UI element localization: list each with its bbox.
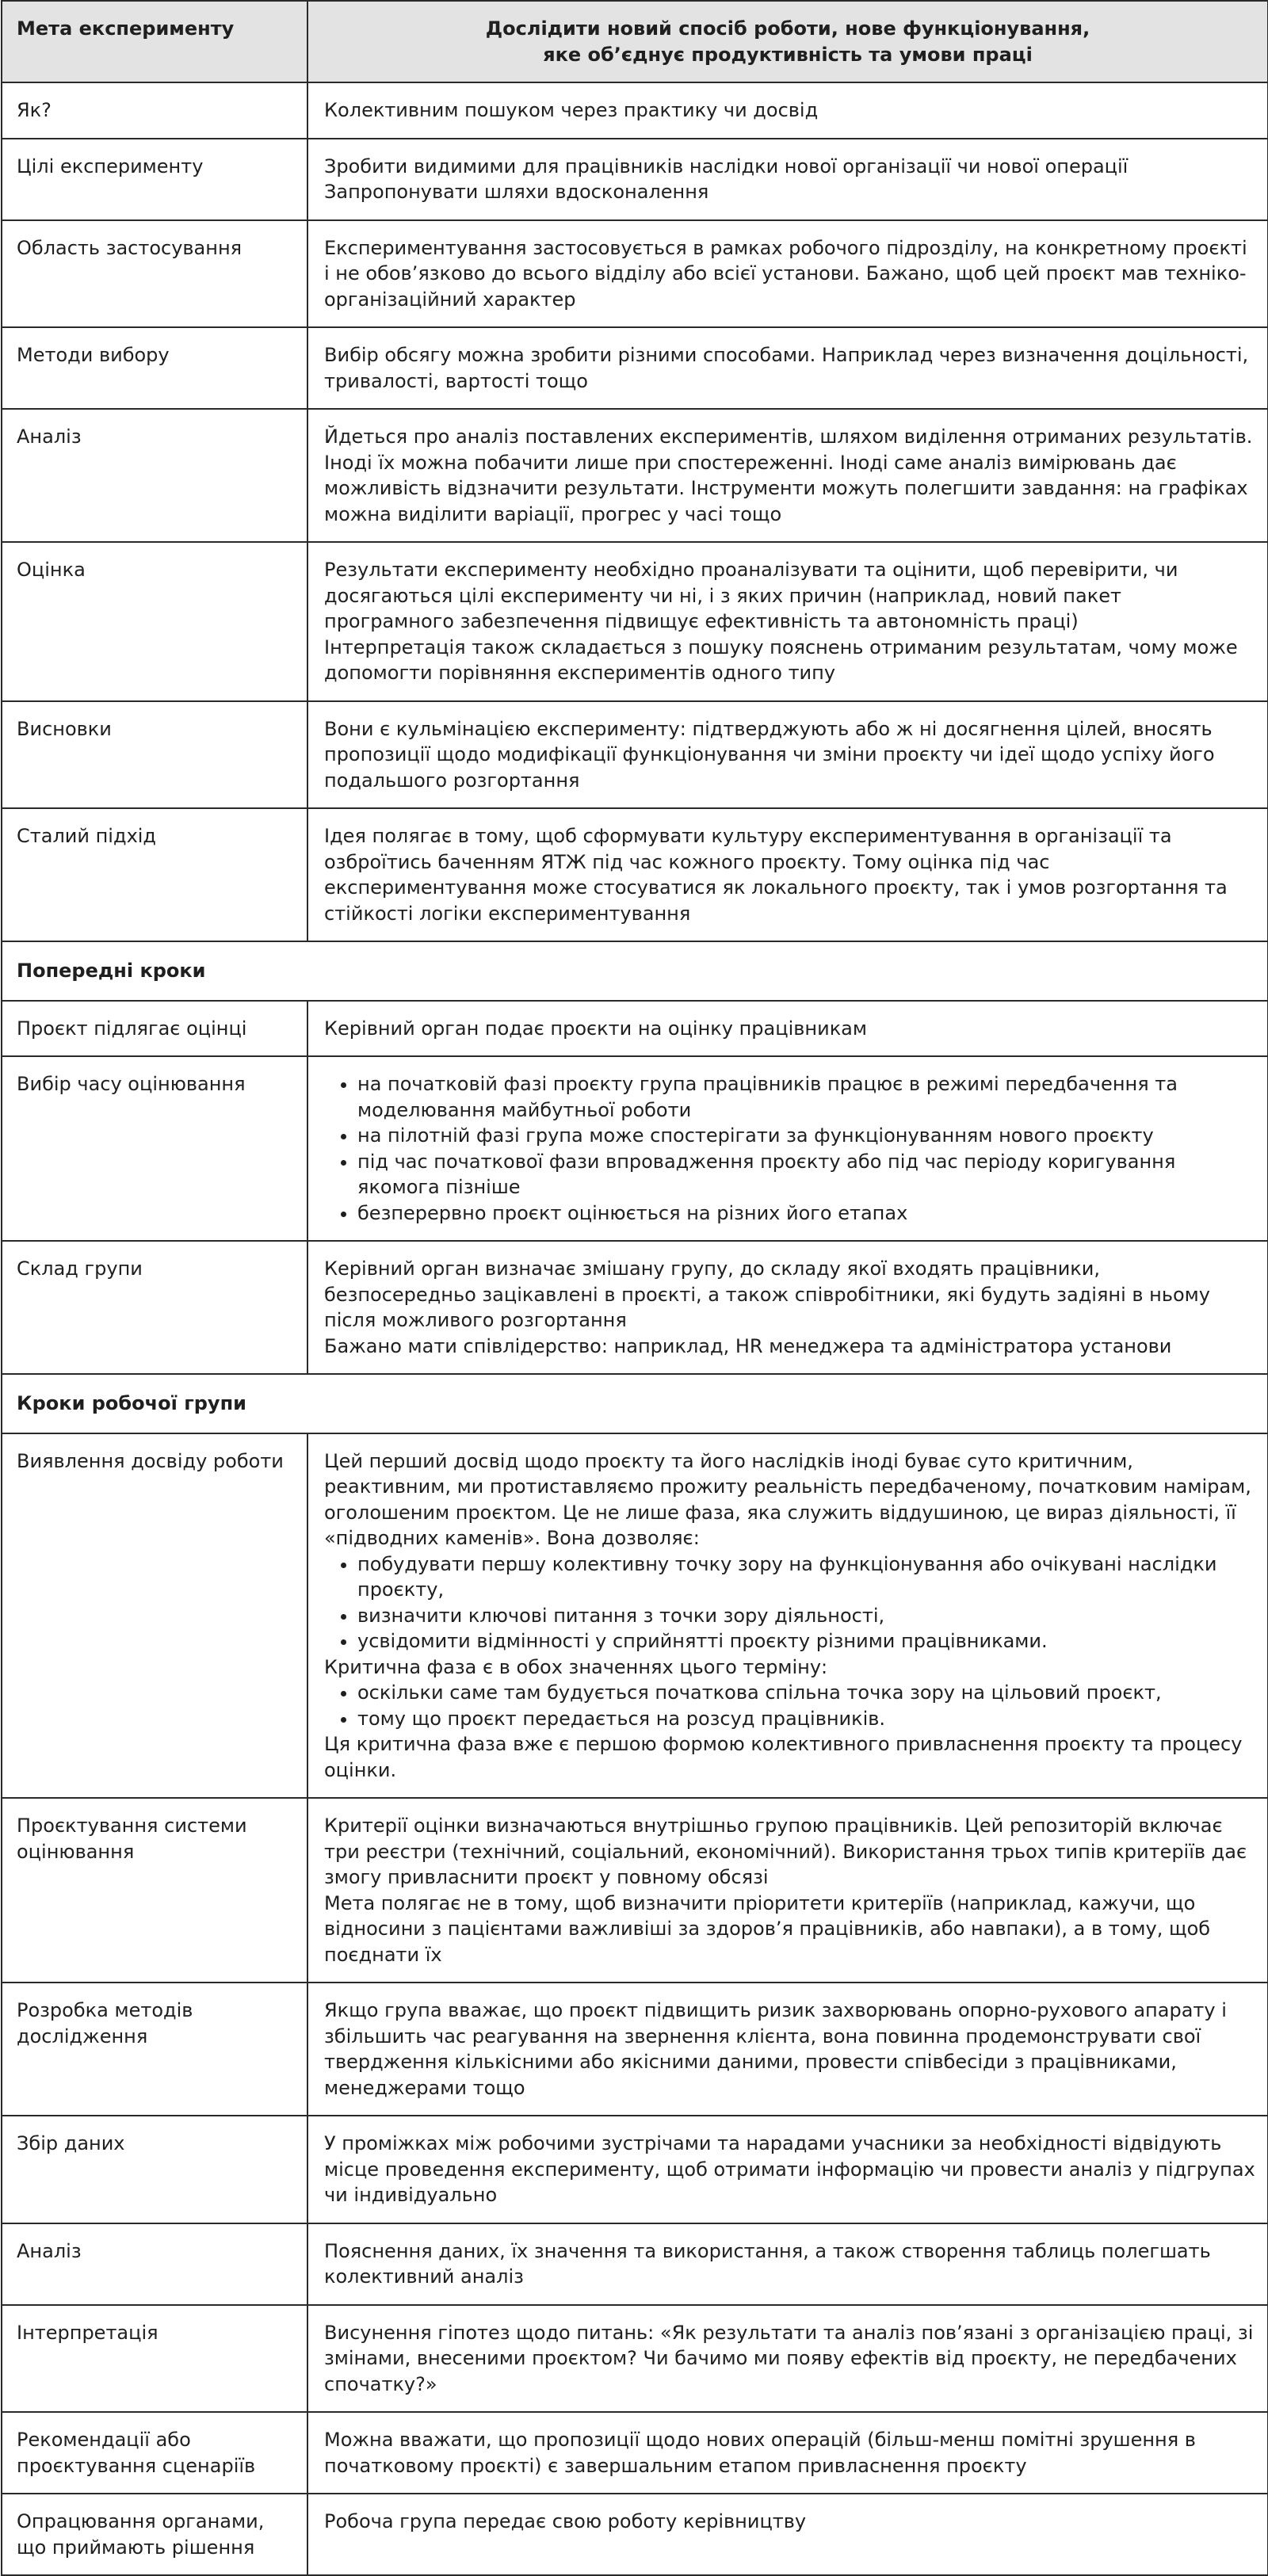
row-text: Ідея полягає в тому, щоб сформувати культуру експериментування в організації та озброїтись баченням ЯТЖ під час кожного проєкту. Тому оцінка під час експериментування може стосуватися як локального проєкту, так і умов розгортання та стійкості логіки експериментування	[307, 808, 1268, 941]
section-title-work: Кроки робочої групи	[2, 1374, 1268, 1433]
table-row	[2, 139, 1268, 220]
row-text: Вони є кульмінацією експерименту: підтверджують або ж ні досягнення цілей, вносять пропозиції щодо модифікації функціонування чи зміни проєкту чи ідеї щодо успіху його подальшого розгортання	[307, 701, 1268, 809]
row-label: Інтерпретація	[2, 2305, 307, 2413]
row-label: Як?	[2, 82, 307, 139]
row-text: Пояснення даних, їх значення та використання, а також створення таблиць полегшать колективний аналіз	[307, 2223, 1268, 2305]
table-row	[2, 1241, 1268, 1374]
row-label: Цілі експерименту	[2, 139, 307, 220]
table-row	[2, 2494, 1268, 2575]
row-label: Розробка методів дослідження	[2, 1983, 307, 2116]
row-text-line: Результати експерименту необхідно проаналізувати та оцінити, щоб перевірити, чи досягаються цілі експерименту чи ні, і з яких причин (наприклад, новий пакет програмного забезпечення підвищує ефективність та автономність праці)	[324, 559, 1178, 632]
row-label: Вибір часу оцінювання	[2, 1056, 307, 1241]
row-text: Якщо група вважає, що проєкт підвищить ризик захворювань опорно-рухового апарату і збільшить час реагування на звернення клієнта, вона повинна продемонструвати свої твердження кількісними або якісними даними, провести співбесіди з працівниками, менеджерами тощо	[307, 1983, 1268, 2116]
row-text	[307, 542, 1268, 701]
row-label: Опрацювання органами, що приймають рішення	[2, 2494, 307, 2575]
list-item: • безперервно проєкт оцінюється на різних його етапах	[357, 1200, 1256, 1227]
table-row	[2, 701, 1268, 809]
row-label: Аналіз	[2, 2223, 307, 2305]
table-row	[2, 2116, 1268, 2223]
table-row	[2, 2305, 1268, 2413]
experience-outro: Ця критична фаза вже є першою формою колективного привласнення проєкту та процесу оцінки.	[324, 1733, 1243, 1781]
row-label: Методи вибору	[2, 327, 307, 409]
list-item: • тому що проєкт передається на розсуд працівників.	[357, 1706, 1256, 1732]
experience-intro: Цей перший досвід щодо проєкту та його наслідків іноді буває суто критичним, реактивним, ми протиставляємо прожиту реальність передбаченому, початковим намірам, оголошеним проєктом. Це не лише фаза, яка служить віддушиною, це вираз діяльності, її «підводних каменів». Вона дозволяє:	[324, 1449, 1251, 1549]
section-row-work	[2, 1374, 1268, 1433]
timing-list	[324, 1071, 1256, 1226]
row-label: Оцінка	[2, 542, 307, 701]
row-label: Проєкт підлягає оцінці	[2, 1001, 307, 1057]
row-text	[307, 139, 1268, 220]
list-item: • на пілотній фазі група може спостерігати за функціонуванням нового проєкту	[357, 1123, 1256, 1149]
list-item: • побудувати першу колективну точку зору на функціонування або очікувані наслідки проєкту,	[357, 1551, 1256, 1603]
list-item: • усвідомити відмінності у сприйнятті проєкту різними працівниками.	[357, 1628, 1256, 1654]
row-label: Висновки	[2, 701, 307, 809]
table-header-row	[2, 1, 1268, 82]
row-text	[307, 1798, 1268, 1983]
row-label: Сталий підхід	[2, 808, 307, 941]
list-item: • під час початкової фази впровадження проєкту або під час періоду коригування якомога пізніше	[357, 1149, 1256, 1200]
row-text-line: Мета полягає не в тому, щоб визначити пріоритети критеріїв (наприклад, кажучи, що відносини з пацієнтами важливіші за здоров’я працівників, або навпаки), а в тому, щоб поєднати їх	[324, 1891, 1211, 1966]
row-text: Йдеться про аналіз поставлених експериментів, шляхом виділення отриманих результатів. Іноді їх можна побачити лише при спостереженні. Іноді саме аналіз вимірювань дає можливість відзначити результати. Інструменти можуть полегшити завдання: на графіках можна виділити варіації, прогрес у часі тощо	[307, 409, 1268, 542]
list-item: • на початковій фазі проєкту група працівників працює в режимі передбачення та моделювання майбутньої роботи	[357, 1071, 1256, 1123]
table-row	[2, 1001, 1268, 1057]
table-row	[2, 220, 1268, 328]
row-text: Робоча група передає свою роботу керівництву	[307, 2494, 1268, 2575]
row-text-line: Запропонувати шляхи вдосконалення	[324, 181, 709, 203]
row-label: Проєктування системи оцінювання	[2, 1798, 307, 1983]
table-row	[2, 542, 1268, 701]
row-text: Експериментування застосовується в рамках робочого підрозділу, на конкретному проєкті і не обов’язково до всього відділу або всієї установи. Бажано, щоб цей проєкт мав техніко-організаційний характер	[307, 220, 1268, 328]
row-text: Колективним пошуком через практику чи досвід	[307, 82, 1268, 139]
table-row	[2, 2223, 1268, 2305]
row-label: Область застосування	[2, 220, 307, 328]
table-row	[2, 2412, 1268, 2494]
row-text	[307, 1056, 1268, 1241]
row-text-line: Критерії оцінки визначаються внутрішньо групою працівників. Цей репозиторій включає три реєстри (технічний, соціальний, економічний). Використання трьох типів критеріїв дає змогу привласнити проєкт у повному обсязі	[324, 1815, 1247, 1888]
row-label: Виявлення досвіду роботи	[2, 1433, 307, 1799]
table-row	[2, 327, 1268, 409]
row-text-line: Зробити видимими для працівників наслідки нової організації чи нової операції	[324, 155, 1129, 177]
experience-list-2	[324, 1680, 1256, 1731]
experiment-table	[1, 0, 1268, 2576]
row-label: Рекомендації або проєктування сценаріїв	[2, 2412, 307, 2494]
row-text: У проміжках між робочими зустрічами та нарадами учасники за необхідності відвідують місце проведення експерименту, щоб отримати інформацію чи провести аналіз у підгрупах чи індивідуально	[307, 2116, 1268, 2223]
row-text-line: Бажано мати співлідерство: наприклад, HR менеджера та адміністратора установи	[324, 1334, 1172, 1357]
row-text: Керівний орган подає проєкти на оцінку працівникам	[307, 1001, 1268, 1057]
header-goal-text	[307, 1, 1268, 82]
section-title-prelim: Попередні кроки	[2, 941, 1268, 1001]
header-goal-label: Мета експерименту	[2, 1, 307, 82]
row-label: Аналіз	[2, 409, 307, 542]
section-row-prelim	[2, 941, 1268, 1001]
row-text-line: Інтерпретація також складається з пошуку пояснень отриманим результатам, чому може допомогти порівняння експериментів одного типу	[324, 635, 1238, 684]
list-item: • оскільки саме там будується початкова спільна точка зору на цільовий проєкт,	[357, 1680, 1256, 1706]
table-row	[2, 1056, 1268, 1241]
table-row	[2, 82, 1268, 139]
row-text: Висунення гіпотез щодо питань: «Як результати та аналіз пов’язані з організацією праці, зі змінами, внесеними проєктом? Чи бачимо ми появу ефектів від проєкту, не передбачених спочатку?»	[307, 2305, 1268, 2413]
header-goal-line-2: яке об’єднує продуктивність та умови праці	[543, 43, 1033, 66]
row-label: Збір даних	[2, 2116, 307, 2223]
row-text	[307, 1241, 1268, 1374]
header-goal-line-1: Дослідити новий спосіб роботи, нове функціонування,	[485, 17, 1090, 40]
table-row	[2, 1433, 1268, 1799]
table-row	[2, 1983, 1268, 2116]
table-row	[2, 1798, 1268, 1983]
experience-mid: Критична фаза є в обох значеннях цього терміну:	[324, 1655, 828, 1678]
table-row	[2, 409, 1268, 542]
row-text	[307, 1433, 1268, 1799]
row-text-line: Керівний орган визначає змішану групу, до складу якої входять працівники, безпосередньо зацікавлені в проєкті, а також співробітники, які будуть задіяні в ньому після можливого розгортання	[324, 1257, 1210, 1331]
row-label: Склад групи	[2, 1241, 307, 1374]
experience-list-1	[324, 1551, 1256, 1654]
list-item: • визначити ключові питання з точки зору діяльності,	[357, 1603, 1256, 1629]
row-text: Можна вважати, що пропозиції щодо нових операцій (більш-менш помітні зрушення в початковому проєкті) є завершальним етапом привласнення проєкту	[307, 2412, 1268, 2494]
table-row	[2, 808, 1268, 941]
row-text: Вибір обсягу можна зробити різними способами. Наприклад через визначення доцільності, тривалості, вартості тощо	[307, 327, 1268, 409]
